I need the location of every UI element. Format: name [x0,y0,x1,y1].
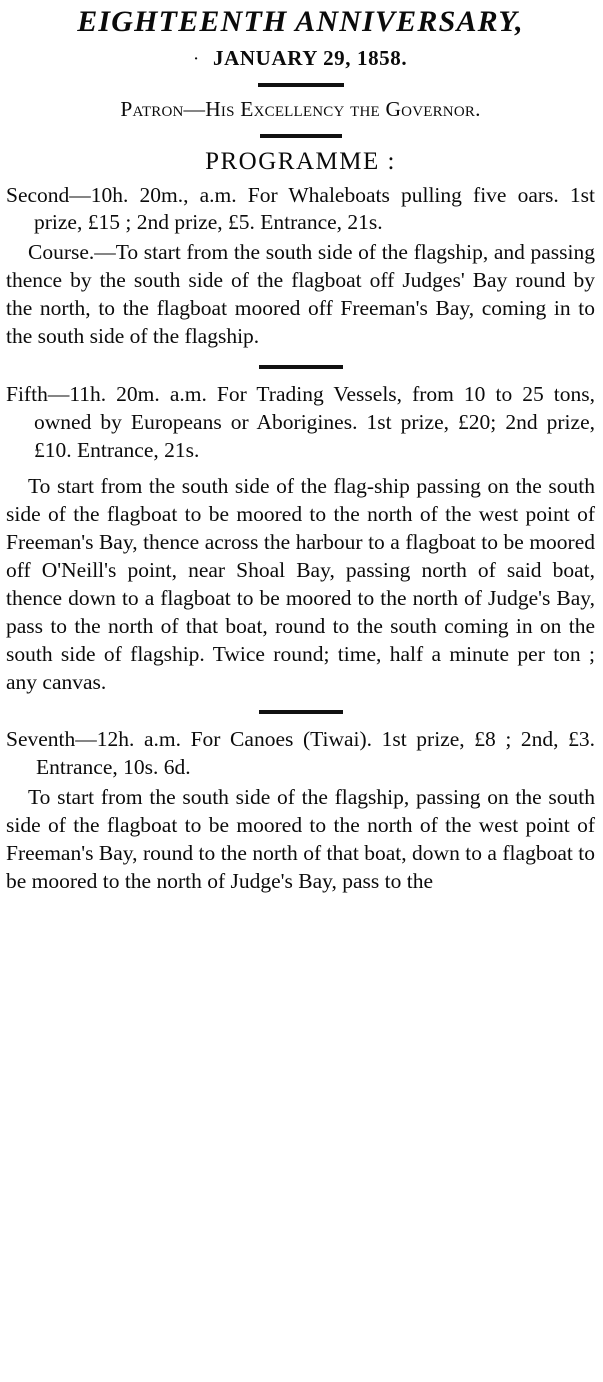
date-leader-dot: · [193,51,200,67]
event-second-course: Course.—To start from the south side of the flagship, and passing thence by the south side of the flagboat off Judges' Bay round by the north, to the flagboat moored off Freeman's Bay, coming in to the south side of the flagship. [6,240,595,349]
event-second-heading: Second—10h. 20m., a.m. For Whaleboats pulling five oars. 1st prize, £15 ; 2nd prize, £5. Entrance, 21s. [6,182,595,235]
event-seventh-course: To start from the south side of the flagship, passing on the south side of the flagboat to be moored to the north of the west point of Freeman's Bay, round to the north of that boat, down to a flagboat to be moored to the north of Judge's Bay, pass to the [6,785,595,894]
page-date [6,46,595,71]
date-text: JANUARY 29, 1858. [213,45,408,70]
event-seventh-heading: Seventh—12h. a.m. For Canoes (Tiwai). 1st prize, £8 ; 2nd, £3. Entrance, 10s. 6d. [6,727,595,780]
event-fifth-course: To start from the south side of the flag-ship passing on the south side of the flagboat to be moored to the north of the west point of Freeman's Bay, thence across the harbour to a flagboat to be moored off O'Neill's point, near Shoal Bay, passing north of said boat, thence down to a flagboat to be moored to the north of Judge's Bay, pass to the north of that boat, round to the south coming in on the south side of flagship. Twice round; time, half a minute per ton ; any canvas. [6,473,595,694]
patron-line: Patron—His Excellency the Governor. [120,96,481,121]
event-fifth-heading: Fifth—11h. 20m. a.m. For Trading Vessels, from 10 to 25 tons, owned by Europeans or Aborigines. 1st prize, £20; 2nd prize, £10. Entrance, 21s. [6,382,595,462]
divider-rule-2 [260,134,342,138]
divider-rule-4 [259,710,343,714]
programme-heading: PROGRAMME : [205,147,396,175]
page-title: EIGHTEENTH ANNIVERSARY, [77,5,524,38]
divider-rule-3 [259,365,343,369]
divider-rule-1 [258,83,344,87]
